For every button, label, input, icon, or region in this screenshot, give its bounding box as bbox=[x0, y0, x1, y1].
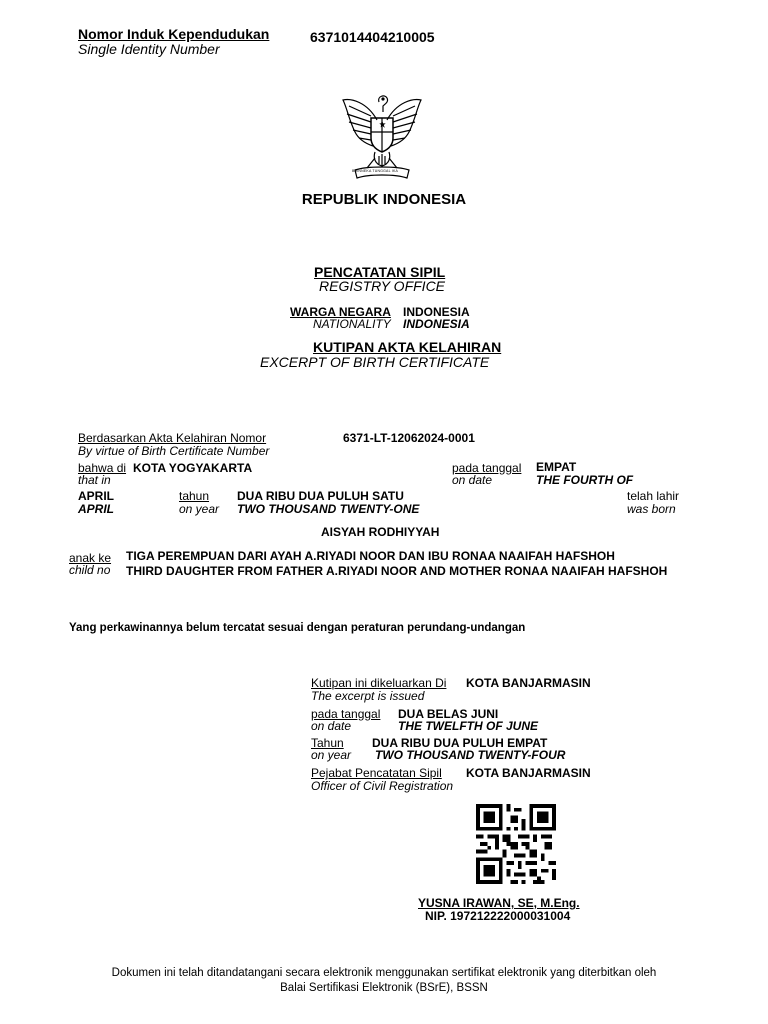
day-value-en: THE FOURTH OF bbox=[536, 473, 634, 487]
month-value: APRIL bbox=[78, 489, 114, 503]
nationality-value-en: INDONESIA bbox=[403, 317, 470, 331]
issue-year-label: Tahun bbox=[311, 736, 344, 750]
issued-label: Kutipan ini dikeluarkan Di bbox=[311, 676, 447, 690]
child-name: AISYAH RODHIYYAH bbox=[321, 525, 440, 539]
emblem-motto: BHINNEKA TUNGGAL IKA bbox=[352, 169, 399, 173]
nationality-value: INDONESIA bbox=[403, 305, 470, 319]
qr-code-icon bbox=[474, 804, 558, 884]
month-value-en: APRIL bbox=[78, 502, 114, 516]
issue-year-label-en: on year bbox=[311, 748, 352, 762]
cert-number-label: Berdasarkan Akta Kelahiran Nomor bbox=[78, 431, 267, 445]
year-value: DUA RIBU DUA PULUH SATU bbox=[237, 489, 404, 503]
child-of-label-en: child no bbox=[69, 563, 111, 577]
issued-place: KOTA BANJARMASIN bbox=[466, 676, 591, 690]
date-label: pada tanggal bbox=[452, 461, 522, 475]
year-label: tahun bbox=[179, 489, 210, 503]
issue-year-value: DUA RIBU DUA PULUH EMPAT bbox=[372, 736, 548, 750]
cert-number-label-en: By virtue of Birth Certificate Number bbox=[78, 444, 270, 458]
cert-number-value: 6371-LT-12062024-0001 bbox=[343, 431, 475, 445]
place-label-en: that in bbox=[78, 473, 111, 487]
issue-date-label-en: on date bbox=[311, 719, 352, 733]
date-label-en: on date bbox=[452, 473, 493, 487]
nationality-label-en: NATIONALITY bbox=[313, 317, 391, 331]
signer-name: YUSNA IRAWAN, SE, M.Eng. bbox=[418, 896, 580, 910]
doc-title-en: EXCERPT OF BIRTH CERTIFICATE bbox=[260, 354, 490, 370]
nik-value: 6371014404210005 bbox=[310, 29, 435, 45]
place-label: bahwa di bbox=[78, 461, 127, 475]
issue-year-value-en: TWO THOUSAND TWENTY-FOUR bbox=[375, 748, 566, 762]
nik-label-en: Single Identity Number bbox=[78, 41, 220, 57]
year-label-en: on year bbox=[179, 502, 220, 516]
office-title: PENCATATAN SIPIL bbox=[314, 264, 446, 280]
child-of-value: TIGA PEREMPUAN DARI AYAH A.RIYADI NOOR DAN IBU RONAA NAAIFAH HAFSHOH bbox=[126, 549, 615, 563]
nationality-label: WARGA NEGARA bbox=[290, 305, 391, 319]
doc-title: KUTIPAN AKTA KELAHIRAN bbox=[313, 339, 502, 355]
child-of-label: anak ke bbox=[69, 551, 112, 565]
place-value: KOTA YOGYAKARTA bbox=[133, 461, 253, 475]
office-title-en: REGISTRY OFFICE bbox=[319, 278, 446, 294]
born-label: telah lahir bbox=[627, 489, 680, 503]
born-label-en: was born bbox=[627, 502, 676, 516]
day-value: EMPAT bbox=[536, 460, 577, 474]
issued-label-en: The excerpt is issued bbox=[311, 689, 425, 703]
year-value-en: TWO THOUSAND TWENTY-ONE bbox=[237, 502, 420, 516]
republic-title: REPUBLIK INDONESIA bbox=[301, 191, 467, 208]
officer-label: Pejabat Pencatatan Sipil bbox=[311, 766, 442, 780]
issue-date-value-en: THE TWELFTH OF JUNE bbox=[398, 719, 538, 733]
child-of-value-en: THIRD DAUGHTER FROM FATHER A.RIYADI NOOR AND MOTHER RONAA NAAIFAH HAFSHOH bbox=[126, 564, 668, 578]
issue-date-label: pada tanggal bbox=[311, 707, 381, 721]
issue-date-value: DUA BELAS JUNI bbox=[398, 707, 499, 721]
nik-label: Nomor Induk Kependudukan bbox=[78, 26, 270, 42]
officer-place: KOTA BANJARMASIN bbox=[466, 766, 591, 780]
officer-label-en: Officer of Civil Registration bbox=[311, 779, 454, 793]
marriage-note: Yang perkawinannya belum tercatat sesuai dengan peraturan perundang-undangan bbox=[69, 622, 526, 634]
footer-line-2: Balai Sertifikasi Elektronik (BSrE), BSSN bbox=[280, 982, 488, 994]
footer-line-1: Dokumen ini telah ditandatangani secara elektronik menggunakan sertifikat elektronik yang diterbitkan oleh bbox=[111, 967, 657, 979]
signer-nip: NIP. 197212222000031004 bbox=[425, 909, 571, 923]
